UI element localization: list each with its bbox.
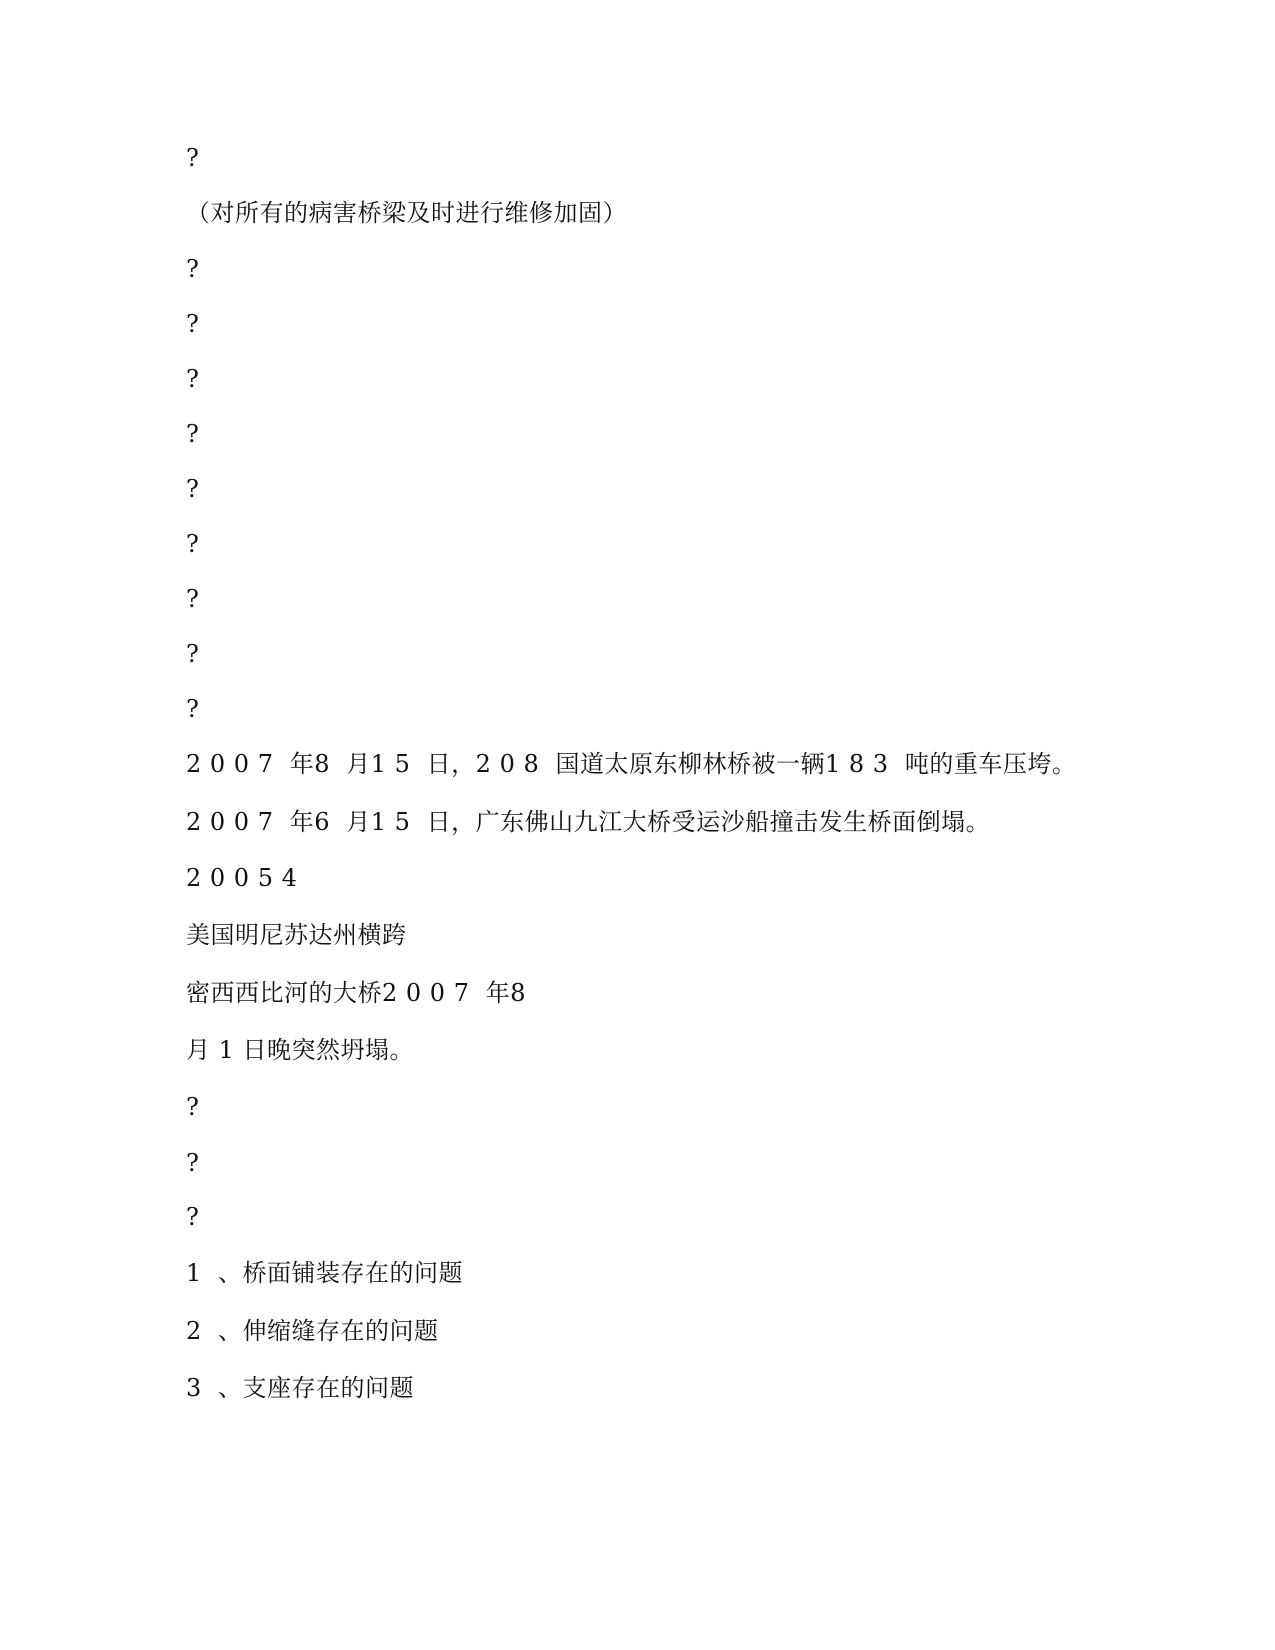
text-line-19: ? (186, 1149, 200, 1177)
text-line-11: ? (186, 695, 200, 723)
text-line-23: 3 、支座存在的问题 (186, 1374, 415, 1402)
text-line-18: ? (186, 1093, 200, 1121)
text-line-21: 1 、桥面铺装存在的问题 (186, 1259, 464, 1287)
text-line-10: ? (186, 640, 200, 668)
text-line-5: ? (186, 365, 200, 393)
text-line-17: 月 1 日晚突然坍塌。 (186, 1036, 415, 1064)
text-line-14: 2 0 0 5 4 (186, 864, 298, 892)
text-line-15: 美国明尼苏达州横跨 (186, 921, 407, 949)
text-line-12: 2 0 0 7 年8 月1 5 日，2 0 8 国道太原东柳林桥被一辆1 8 3 吨的重车压垮。 (186, 750, 1077, 778)
text-line-13: 2 0 0 7 年6 月1 5 日，广东佛山九江大桥受运沙船撞击发生桥面倒塌。 (186, 808, 991, 836)
text-line-2: （对所有的病害桥梁及时进行维修加固） (186, 199, 627, 227)
text-line-9: ? (186, 585, 200, 613)
text-line-1: ? (186, 144, 200, 172)
text-line-7: ? (186, 475, 200, 503)
text-line-22: 2 、伸缩缝存在的问题 (186, 1317, 439, 1345)
text-line-16: 密西西比河的大桥2 0 0 7 年8 (186, 979, 526, 1007)
text-line-20: ? (186, 1203, 200, 1231)
text-line-8: ? (186, 530, 200, 558)
text-line-3: ? (186, 255, 200, 283)
text-line-4: ? (186, 310, 200, 338)
text-line-6: ? (186, 420, 200, 448)
